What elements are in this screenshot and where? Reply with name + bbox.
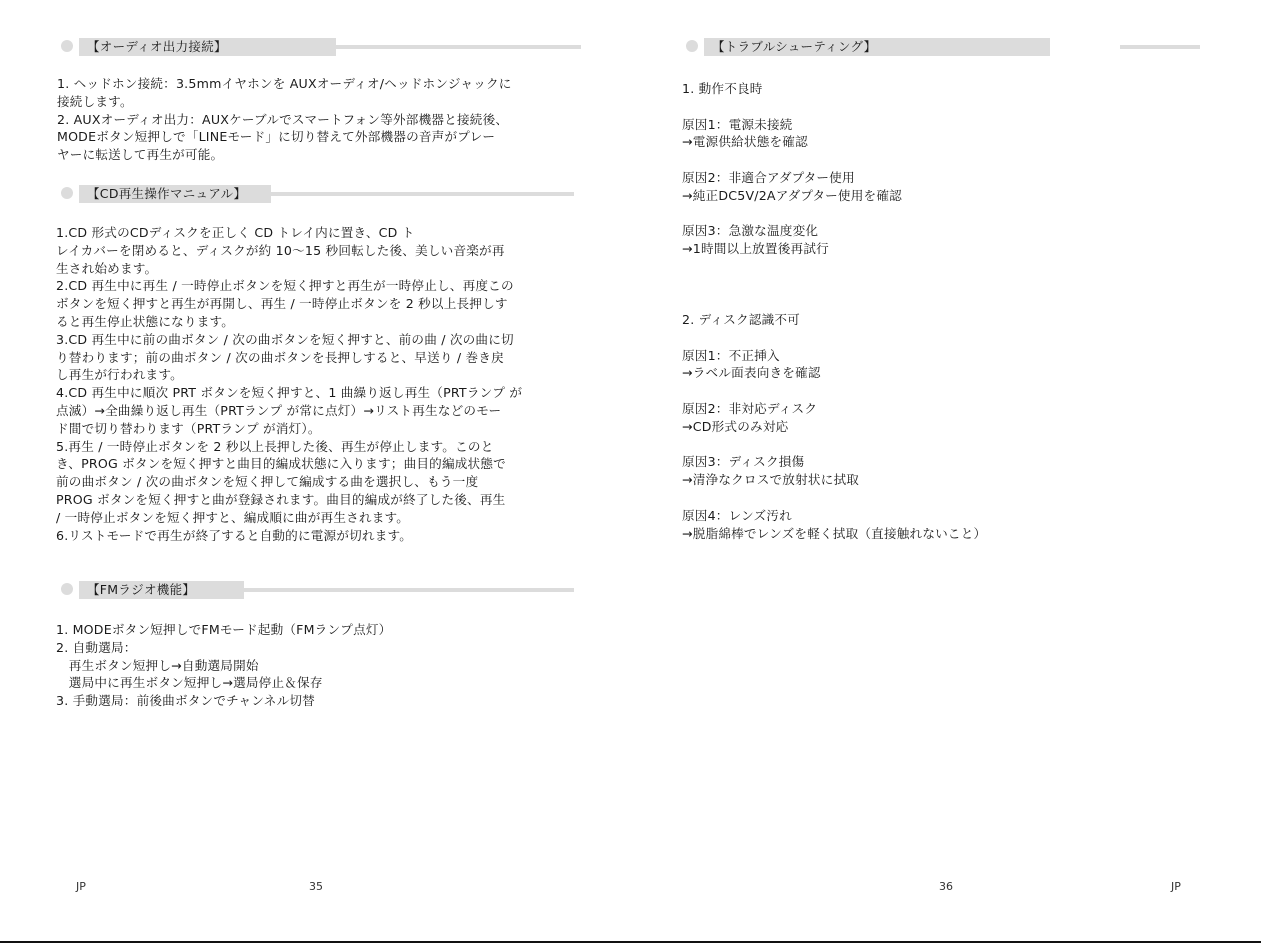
cd-section-body: 1.CD 形式のCDディスクを正しく CD トレイ内に置き、CD ト レイカバーを閉めると、ディスクが約 10～15 秒回転した後、美しい音楽が再 生され始めます。 2.CD 再生中に再生 / 一時停止ボタンを短く押すと再生が一時停止し、再度この ボタンを短く押すと再生が再開し、再生 / 一時停止ボタンを 2 秒以上長押しす ると再生停止状態になります。 3.CD 再生中に前の曲ボタン / 次の曲ボタンを短く押すと、前の曲 / 次の曲に切 り替わります；前の曲ボタン / 次の曲ボタンを長押しすると、早送り / 巻き戻 し再生が行われます。 4.CD 再生中に順次 PRT ボタンを短く押すと、1 曲繰り返し再生（PRTランプ が 点滅）→全曲繰り返し再生（PRTランプ が常に点灯）→リスト再生などのモー ド間で切り替わります（PRTランプ が消灯）。 5.再生 / 一時停止ボタンを 2 秒以上長押した後、再生が停止します。このと き、PROG ボタンを短く押すと曲目的編成状態に入ります；曲目的編成状態で 前の曲ボタン / 次の曲ボタンを短く押して編成する曲を選択し、もう一度 PROG ボタンを短く押すと曲が登録されます。曲目的編成が終了した後、再生 / 一時停止ボタンを短く押すと、編成順に曲が再生されます。 6.リストモードで再生が終了すると自動的に電源が切れます。 [56,225,523,543]
troubleshooting-malfunction: 1. 動作不良時 原因1：電源未接続 →電源供給状態を確認 原因2：非適合アダプター使用 →純正DC5V/2Aアダプター使用を確認 原因3：急激な温度変化 →1時間以上放置後再試行 [682,81,902,257]
troubleshooting-disc: 2. ディスク認識不可 原因1：不正挿入 →ラベル面表向きを確認 原因2：非対応ディスク →CD形式のみ対応 原因3：ディスク損傷 →清浄なクロスで放射状に拭取 原因4：レンズ汚れ →脱脂綿棒でレンズを軽く拭取（直接触れないこと） [682,312,987,541]
footer-language: JP [1171,880,1181,893]
audio-section-header [61,38,581,58]
bullet-dot-icon [61,40,73,52]
page-number: 35 [309,880,323,893]
troubleshooting-section-header [686,38,1200,58]
bullet-dot-icon [61,187,73,199]
section-title: 【CD再生操作マニュアル】 [79,185,271,203]
section-rule [1120,45,1200,49]
section-rule [336,45,581,49]
right-page [630,0,1261,946]
left-page [0,0,630,946]
audio-section-body: 1. ヘッドホン接続：3.5mmイヤホンを AUXオーディオ/ヘッドホンジャックに 接続します。 2. AUXオーディオ出力：AUXケーブルでスマートフォン等外部機器と接続後、 MODEボタン短押しで「LINEモード」に切り替えて外部機器の音声がプレー ヤーに転送して再生が可能。 [57,76,512,163]
fm-section-header [61,581,574,601]
section-title: 【オーディオ出力接続】 [79,38,336,56]
section-title: 【トラブルシューティング】 [704,38,1050,56]
page-number: 36 [939,880,953,893]
section-title: 【FMラジオ機能】 [79,581,244,599]
cd-section-header [61,185,574,205]
fm-section-body: 1. MODEボタン短押しでFMモード起動（FMランプ点灯） 2. 自動選局： 再生ボタン短押し→自動選局開始 選局中に再生ボタン短押し→選局停止＆保存 3. 手動選局：前後曲ボタンでチャンネル切替 [56,622,392,709]
bullet-dot-icon [686,40,698,52]
footer-language: JP [76,880,86,893]
bottom-border [0,941,1261,943]
section-rule [271,192,574,196]
bullet-dot-icon [61,583,73,595]
section-rule [244,588,574,592]
